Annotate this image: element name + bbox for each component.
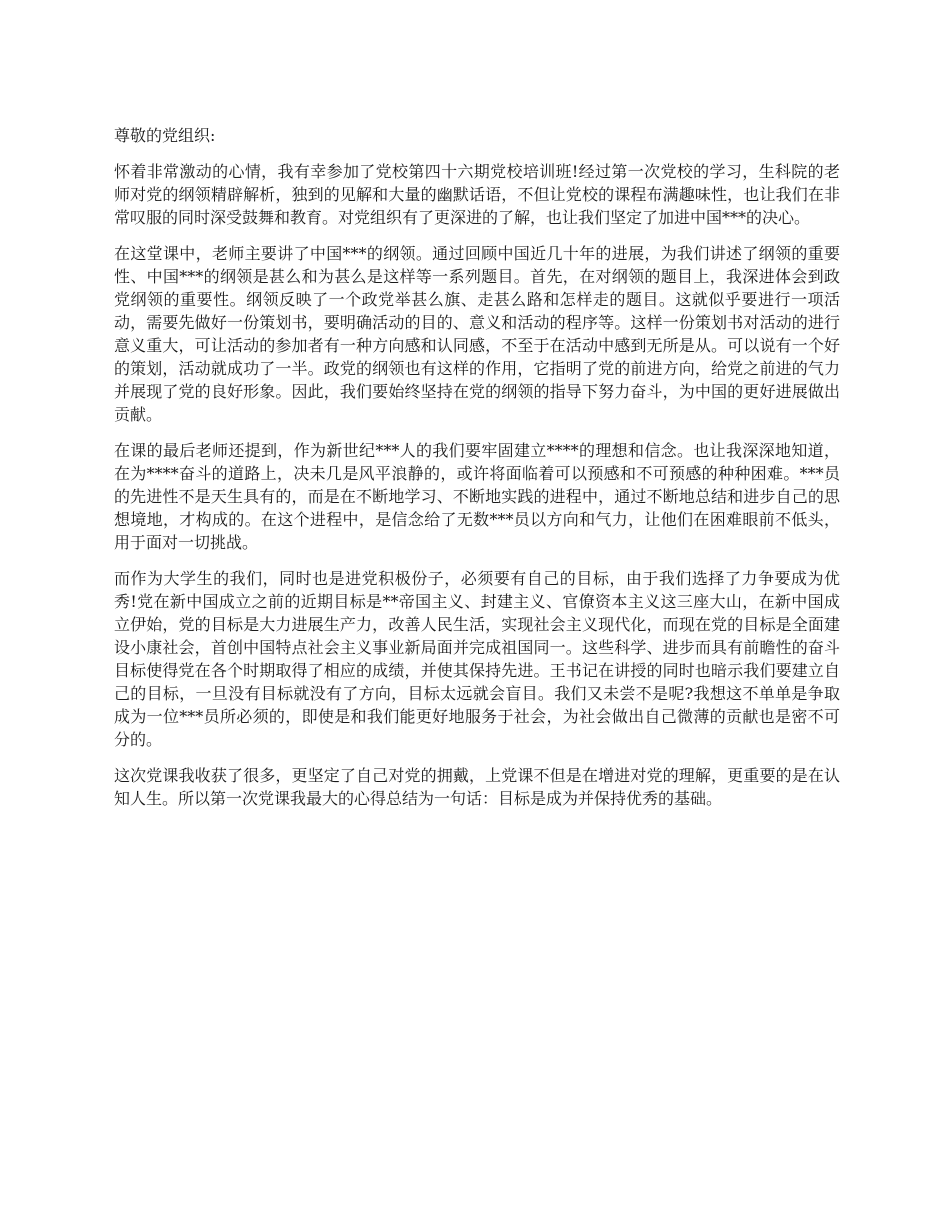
document-page bbox=[114, 124, 840, 823]
paragraph-5: 这次党课我收获了很多，更坚定了自己对党的拥戴，上党课不但是在增进对党的理解，更重要的是在认知人生。所以第一次党课我最大的心得总结为一句话：目标是成为并保持优秀的基础。 bbox=[114, 766, 840, 808]
paragraph-1: 怀着非常激动的心情，我有幸参加了党校第四十六期党校培训班!经过第一次党校的学习，生科院的老师对党的纲领精辟解析，独到的见解和大量的幽默话语，不但让党校的课程布满趣味性，也让我们在非常叹服的同时深受鼓舞和教育。对党组织有了更深进的了解，也让我们坚定了加进中国***的决心。 bbox=[114, 162, 840, 227]
paragraph-4: 而作为大学生的我们，同时也是进党积极份子，必须要有自己的目标，由于我们选择了力争要成为优秀!党在新中国成立之前的近期目标是**帝国主义、封建主义、官僚资本主义这三座大山，在新中国成立伊始，党的目标是大力进展生产力，改善人民生活，实现社会主义现代化，而现在党的目标是全面建设小康社会，首创中国特点社会主义事业新局面并完成祖国同一。这些科学、进步而具有前瞻性的奋斗目标使得党在各个时期取得了相应的成绩，并使其保持先进。王书记在讲授的同时也暗示我们要建立自己的目标，一旦没有目标就没有了方向，目标太远就会盲目。我们又未尝不是呢?我想这不单单是争取成为一位***员所必须的，即使是和我们能更好地服务于社会，为社会做出自己微薄的贡献也是密不可分的。 bbox=[114, 569, 840, 749]
paragraph-2: 在这堂课中，老师主要讲了中国***的纲领。通过回顾中国近几十年的进展，为我们讲述了纲领的重要性、中国***的纲领是甚么和为甚么是这样等一系列题目。首先，在对纲领的题目上，我深进体会到政党纲领的重要性。纲领反映了一个政党举甚么旗、走甚么路和怎样走的题目。这就似乎要进行一项活动，需要先做好一份策划书，要明确活动的目的、意义和活动的程序等。这样一份策划书对活动的进行意义重大，可让活动的参加者有一种方向感和认同感，不至于在活动中感到无所是从。可以说有一个好的策划，活动就成功了一半。政党的纲领也有这样的作用，它指明了党的前进方向，给党之前进的气力并展现了党的良好形象。因此，我们要始终坚持在党的纲领的指导下努力奋斗，为中国的更好进展做出贡献。 bbox=[114, 244, 840, 424]
paragraph-3: 在课的最后老师还提到，作为新世纪***人的我们要牢固建立****的理想和信念。也让我深深地知道，在为****奋斗的道路上，决未几是风平浪静的，或许将面临着可以预感和不可预感的种种困难。***员的先进性不是天生具有的，而是在不断地学习、不断地实践的进程中，通过不断地总结和进步自己的思想境地，才构成的。在这个进程中，是信念给了无数***员以方向和气力，让他们在困难眼前不低头，用于面对一切挑战。 bbox=[114, 441, 840, 552]
greeting-line: 尊敬的党组织: bbox=[114, 126, 216, 145]
